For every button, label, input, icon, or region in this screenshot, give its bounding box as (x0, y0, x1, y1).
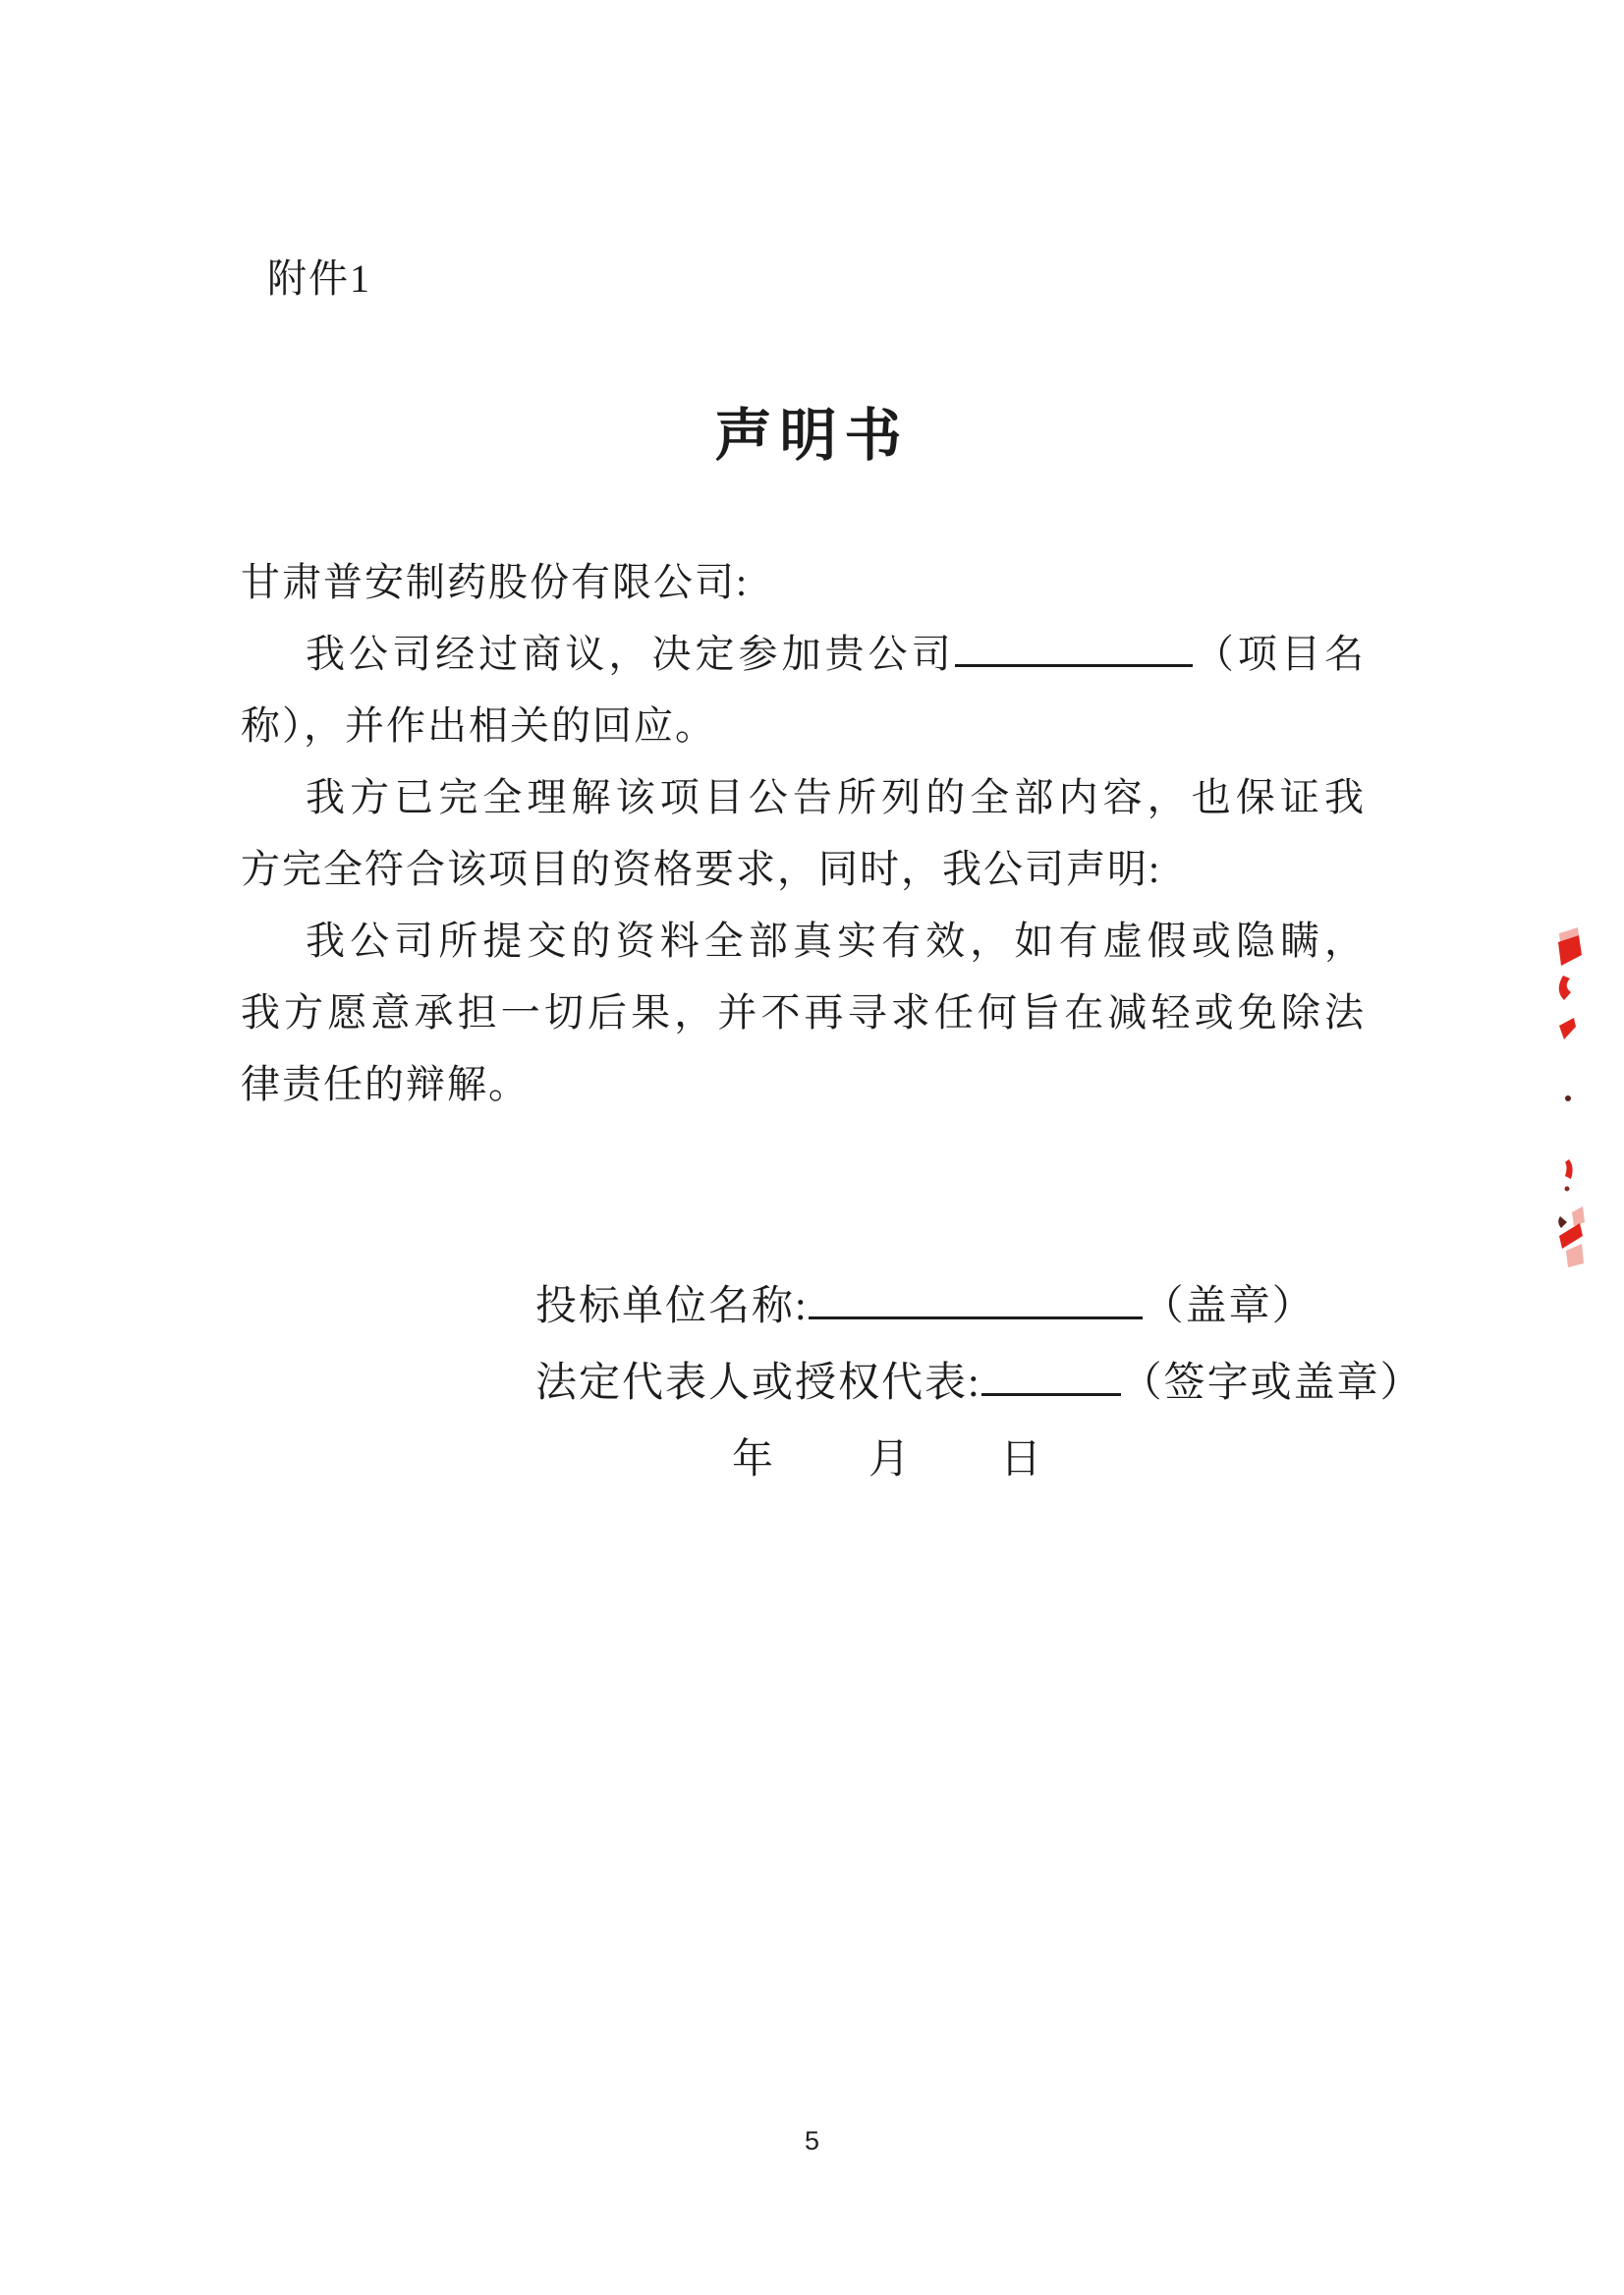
paragraph-3-line-2: 我方愿意承担一切后果，并不再寻求任何旨在减轻或免除法 (241, 990, 1366, 1035)
representative-seal-note: （签字或盖章） (1120, 1361, 1424, 1406)
signature-block (535, 1277, 1424, 1507)
body-text (241, 546, 1366, 1120)
bidder-seal-note: （盖章） (1142, 1284, 1316, 1329)
paragraph-2-line-2: 方完全符合该项目的资格要求，同时，我公司声明: (241, 847, 1162, 891)
page-number: 5 (804, 2126, 820, 2155)
paragraph-1-line-1 (241, 618, 1366, 690)
bidder-name-label: 投标单位名称: (535, 1284, 809, 1329)
paragraph-3-line-1: 我公司所提交的资料全部真实有效，如有虚假或隐瞒， (306, 919, 1366, 963)
date-year-label: 年 (732, 1437, 776, 1483)
paragraph-1-line-1-suffix: （项目名 (1192, 632, 1367, 676)
paragraph-3-line-3: 律责任的辩解。 (241, 1062, 530, 1106)
bidder-name-row (535, 1277, 1390, 1354)
paragraph-1-line-1-text: 我公司经过商议，决定参加贵公司 (306, 632, 955, 676)
bidder-name-blank-underline (809, 1277, 1143, 1319)
date-month-label: 月 (868, 1437, 913, 1483)
attachment-label: 附件1 (267, 256, 371, 301)
project-name-blank-underline (955, 625, 1193, 667)
paragraph-2-line-1: 我方已完全理解该项目公告所列的全部内容，也保证我 (306, 775, 1366, 819)
representative-blank-underline (981, 1354, 1121, 1396)
document-title: 声明书 (714, 404, 910, 468)
representative-row (535, 1354, 1424, 1430)
salutation-line: 甘肃普安制药股份有限公司: (241, 560, 750, 604)
date-day-label: 日 (1000, 1437, 1044, 1483)
paragraph-1-line-2: 称），并作出相关的回应。 (241, 703, 716, 748)
date-row (535, 1430, 1390, 1507)
red-seal-stamp-icon (1531, 922, 1609, 1285)
representative-label: 法定代表人或授权代表: (535, 1361, 981, 1406)
